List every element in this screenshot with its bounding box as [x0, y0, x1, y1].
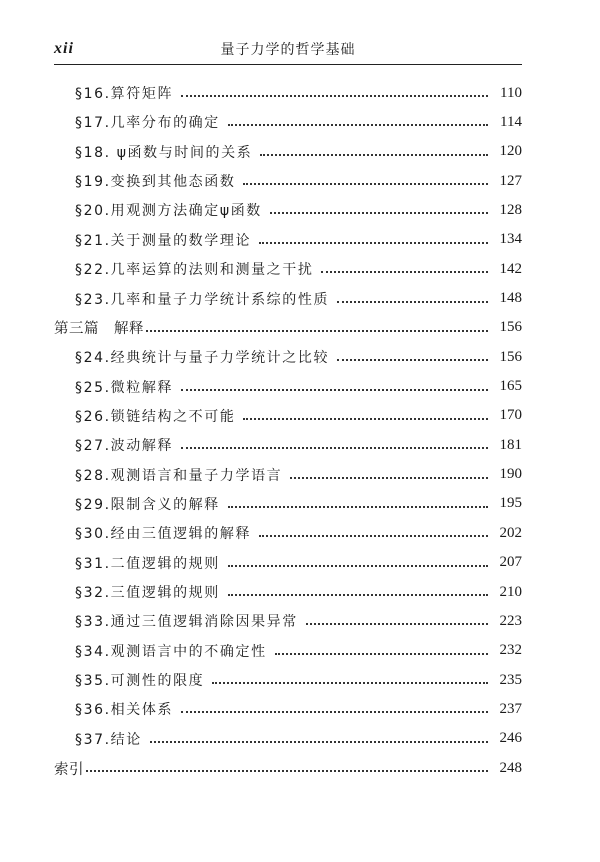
toc-entry-title: §35.可测性的限度 [75, 673, 205, 689]
book-title: 量子力学的哲学基础 [220, 42, 356, 58]
toc-entry-row [75, 698, 522, 720]
dot-leader [228, 565, 488, 567]
toc-section-entry[interactable] [0, 522, 600, 544]
dot-leader [337, 301, 488, 303]
toc-page-number: 156 [499, 319, 522, 336]
toc-page-number: 235 [499, 671, 522, 688]
toc-page-number: 110 [500, 84, 522, 101]
toc-entry-row [75, 82, 522, 104]
toc-section-entry[interactable] [0, 288, 600, 310]
toc-page-number: 120 [499, 143, 522, 160]
toc-page-number: 148 [499, 290, 522, 306]
toc-page-number: 170 [499, 407, 522, 424]
dot-leader [181, 447, 488, 449]
toc-entry-row [75, 640, 522, 662]
toc-section-entry[interactable] [0, 258, 600, 280]
toc-entry-row [54, 757, 522, 779]
toc-entry-row [54, 317, 522, 339]
dot-leader [212, 682, 488, 684]
page-number: xii [54, 40, 74, 57]
toc-entry-title: §18. ψ函数与时间的关系 [75, 144, 253, 161]
toc-page-number: 134 [499, 231, 522, 248]
toc-page-number: 165 [499, 378, 522, 394]
toc-entry-title: §25.微粒解释 [75, 379, 174, 396]
toc-page-number: 232 [499, 642, 522, 659]
toc-entry-row [75, 229, 522, 251]
toc-section-entry[interactable] [0, 82, 600, 104]
toc-entry-title: §31.二值逻辑的规则 [75, 555, 220, 572]
toc-part-entry[interactable] [0, 757, 600, 779]
toc-entry-title: §34.观测语言中的不确定性 [75, 643, 267, 660]
toc-page-number: 210 [499, 583, 522, 600]
toc-page-number: 142 [499, 260, 522, 277]
toc-section-entry[interactable] [0, 640, 600, 662]
toc-section-entry[interactable] [0, 346, 600, 368]
toc-entry-title: §24.经典统计与量子力学统计之比较 [75, 350, 330, 367]
toc-entry-title: §27.波动解释 [75, 438, 174, 455]
toc-entry-row [75, 581, 522, 603]
dot-leader [270, 212, 488, 214]
toc-entry-row [75, 493, 522, 515]
page-header [54, 37, 522, 61]
toc-entry-row [75, 610, 522, 632]
toc-section-entry[interactable] [0, 698, 600, 720]
toc-entry-row [75, 434, 522, 456]
toc-entry-title: §33.通过三值逻辑消除因果异常 [75, 614, 298, 631]
toc-entry-title: §16.算符矩阵 [75, 86, 174, 102]
dot-leader [181, 389, 488, 391]
toc-entry-title: §21.关于测量的数学理论 [75, 232, 252, 249]
toc-entry-row [75, 346, 522, 368]
dot-leader [150, 741, 488, 743]
dot-leader [146, 330, 488, 332]
toc-entry-title: §29.限制含义的解释 [75, 496, 220, 513]
toc-entry-row [75, 199, 522, 221]
toc-page-number: 237 [499, 700, 522, 717]
toc-section-entry[interactable] [0, 376, 600, 398]
dot-leader [86, 770, 488, 772]
toc-section-entry[interactable] [0, 552, 600, 574]
toc-entry-title: §22.几率运算的法则和测量之干扰 [75, 262, 314, 279]
dot-leader [228, 594, 488, 596]
toc-entry-title: §23.几率和量子力学统计系综的性质 [75, 291, 330, 308]
toc-section-entry[interactable] [0, 229, 600, 251]
toc-part-entry[interactable] [0, 317, 600, 339]
toc-section-entry[interactable] [0, 170, 600, 192]
toc-entry-row [75, 170, 522, 192]
toc-entry-title: §28.观测语言和量子力学语言 [75, 467, 283, 484]
toc-page-number: 195 [499, 495, 522, 512]
dot-leader [228, 506, 488, 508]
toc-entry-row [75, 258, 522, 280]
toc-page-number: 190 [499, 466, 522, 483]
toc-page-number: 207 [499, 554, 522, 571]
toc-section-entry[interactable] [0, 141, 600, 163]
toc-page-number: 156 [499, 348, 522, 365]
dot-leader [321, 271, 488, 273]
toc-entry-row [75, 141, 522, 163]
toc-entry-title: §17.几率分布的确定 [75, 115, 220, 132]
toc-entry-row [75, 288, 522, 310]
toc-page-number: 128 [499, 201, 522, 218]
toc-entry-row [75, 464, 522, 486]
toc-entry-row [75, 522, 522, 544]
toc-section-entry[interactable] [0, 581, 600, 603]
dot-leader [290, 477, 488, 479]
dot-leader [275, 653, 488, 655]
toc-entry-row [75, 111, 522, 133]
toc-entry-title: §20.用观测方法确定ψ函数 [75, 203, 262, 220]
toc-section-entry[interactable] [0, 111, 600, 133]
dot-leader [259, 242, 488, 244]
toc-page-number: 223 [499, 612, 522, 629]
dot-leader [306, 623, 488, 625]
toc-section-entry[interactable] [0, 405, 600, 427]
dot-leader [243, 418, 488, 420]
toc-entry-title: §19.变换到其他态函数 [75, 174, 236, 191]
toc-entry-row [75, 728, 522, 750]
toc-section-entry[interactable] [0, 199, 600, 221]
toc-section-entry[interactable] [0, 610, 600, 632]
toc-section-entry[interactable] [0, 464, 600, 486]
toc-page-number: 246 [499, 730, 522, 747]
toc-section-entry[interactable] [0, 728, 600, 750]
dot-leader [337, 359, 488, 361]
toc-entry-title: §26.锁链结构之不可能 [75, 408, 236, 425]
toc-page-number: 248 [499, 759, 522, 776]
toc-page-number: 114 [500, 113, 522, 130]
toc-entry-row [75, 669, 522, 691]
dot-leader [243, 183, 488, 185]
toc-page-number: 127 [499, 172, 522, 189]
toc-entry-title: 第三篇 解释 [54, 321, 144, 338]
toc-page-number: 202 [499, 524, 522, 541]
toc-entry-row [75, 405, 522, 427]
toc-page-number: 181 [499, 436, 522, 453]
toc-section-entry[interactable] [0, 493, 600, 515]
toc-entry-title: §37.结论 [75, 731, 142, 748]
dot-leader [181, 711, 488, 713]
toc-entry-row [75, 552, 522, 574]
toc-entry-title: 索引 [54, 761, 84, 778]
toc-entry-title: §30.经由三值逻辑的解释 [75, 526, 252, 543]
dot-leader [260, 154, 488, 156]
toc-entry-title: §36.相关体系 [75, 702, 174, 719]
toc-section-entry[interactable] [0, 434, 600, 456]
header-rule [54, 64, 522, 65]
toc-entry-row [75, 376, 522, 398]
toc-entry-title: §32.三值逻辑的规则 [75, 585, 220, 601]
dot-leader [228, 124, 488, 126]
toc-section-entry[interactable] [0, 669, 600, 691]
dot-leader [259, 535, 488, 537]
dot-leader [181, 95, 488, 97]
